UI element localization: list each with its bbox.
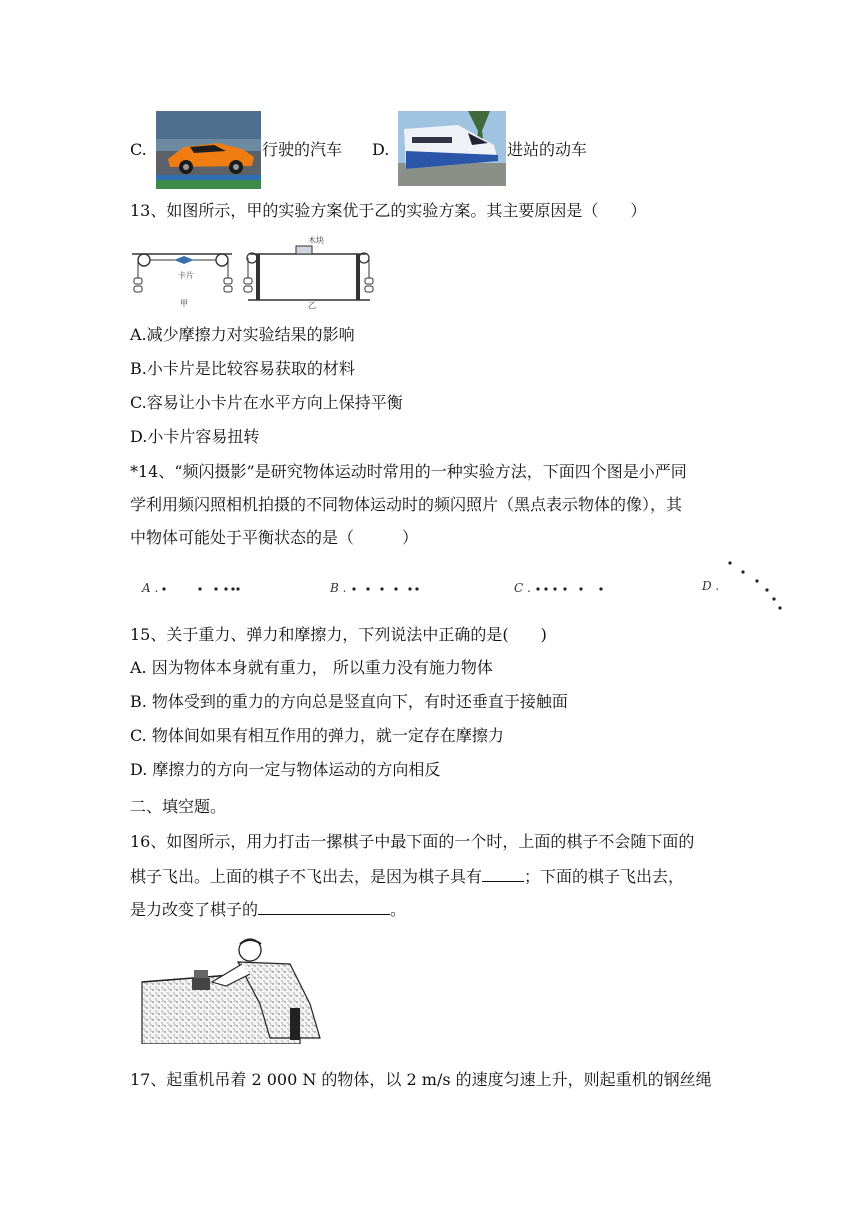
q13-option-a: A.减少摩擦力对实验结果的影响 bbox=[130, 325, 355, 344]
q15-option-d: D. 摩擦力的方向一定与物体运动的方向相反 bbox=[130, 760, 441, 779]
card-label: 卡片 bbox=[178, 271, 194, 280]
q17-line1: 17、起重机吊着 2 000 N 的物体，以 2 m/s 的速度匀速上升，则起重机的钢丝绳 bbox=[130, 1070, 712, 1089]
q16-chess-stack-illustration bbox=[140, 934, 336, 1044]
race-car-photo bbox=[156, 111, 261, 189]
q16-line2-prefix: 棋子飞出。上面的棋子不飞出去，是因为棋子具有 bbox=[130, 867, 483, 886]
q16-line2 bbox=[130, 865, 684, 888]
q16-line3 bbox=[130, 898, 406, 921]
yi-label: 乙 bbox=[308, 301, 316, 310]
q16-line3-suffix: 。 bbox=[390, 900, 407, 919]
q13-stem: 13、如图所示，甲的实验方案优于乙的实验方案。其主要原因是（ ） bbox=[130, 201, 647, 220]
q13-option-d: D.小卡片容易扭转 bbox=[130, 427, 260, 446]
q15-option-b: B. 物体受到的重力的方向总是竖直向下，有时还垂直于接触面 bbox=[130, 692, 568, 711]
q14-strobe-figures bbox=[140, 558, 800, 618]
q15-option-c: C. 物体间如果有相互作用的弹力，就一定存在摩擦力 bbox=[130, 726, 504, 745]
q14-stem-line1: *14、“频闪摄影”是研究物体运动时常用的一种实验方法，下面四个图是小严同 bbox=[130, 462, 687, 481]
bullet-train-photo bbox=[398, 111, 506, 186]
q12-option-d-text: 进站的动车 bbox=[507, 140, 588, 159]
q16-answer-blank-1[interactable] bbox=[482, 865, 524, 882]
figure-yi bbox=[244, 235, 373, 310]
strobe-a bbox=[141, 581, 240, 595]
q15-option-a: A. 因为物体本身就有重力， 所以重力没有施力物体 bbox=[130, 658, 493, 677]
q15-stem: 15、关于重力、弹力和摩擦力，下列说法中正确的是( ) bbox=[130, 625, 547, 644]
q16-line1: 16、如图所示，用力打击一摞棋子中最下面的一个时，上面的棋子不会随下面的 bbox=[130, 832, 695, 851]
q12-option-c bbox=[130, 139, 147, 161]
q14-stem-line2: 学利用频闪照相机拍摄的不同物体运动时的频闪照片（黑点表示物体的像），其 bbox=[130, 495, 683, 514]
q12-option-c-letter: C. bbox=[130, 140, 147, 159]
strobe-b-label: B . bbox=[330, 581, 347, 595]
q16-line3-prefix: 是力改变了棋子的 bbox=[130, 900, 259, 919]
q13-experiment-figure bbox=[130, 234, 375, 312]
block-label: 木块 bbox=[308, 236, 324, 245]
strobe-d bbox=[701, 561, 782, 609]
strobe-d-label: D . bbox=[702, 579, 720, 593]
q16-answer-blank-2[interactable] bbox=[258, 898, 390, 915]
q13-option-c: C.容易让小卡片在水平方向上保持平衡 bbox=[130, 393, 403, 412]
q16-line2-suffix: ；下面的棋子飞出去， bbox=[524, 867, 685, 886]
q12-option-d-letter: D. bbox=[372, 140, 390, 159]
q14-stem-line3: 中物体可能处于平衡状态的是（ ） bbox=[130, 528, 419, 547]
strobe-c bbox=[514, 581, 603, 595]
section-fill-in-blank-heading: 二、填空题。 bbox=[130, 797, 227, 816]
figure-jia bbox=[132, 254, 232, 308]
jia-label: 甲 bbox=[180, 299, 188, 308]
q12-option-c-text: 行驶的汽车 bbox=[262, 140, 343, 159]
q13-option-b: B.小卡片是比较容易获取的材料 bbox=[130, 359, 355, 378]
strobe-c-label: C . bbox=[514, 581, 531, 595]
strobe-b bbox=[329, 581, 419, 595]
strobe-a-label: A . bbox=[142, 581, 159, 595]
